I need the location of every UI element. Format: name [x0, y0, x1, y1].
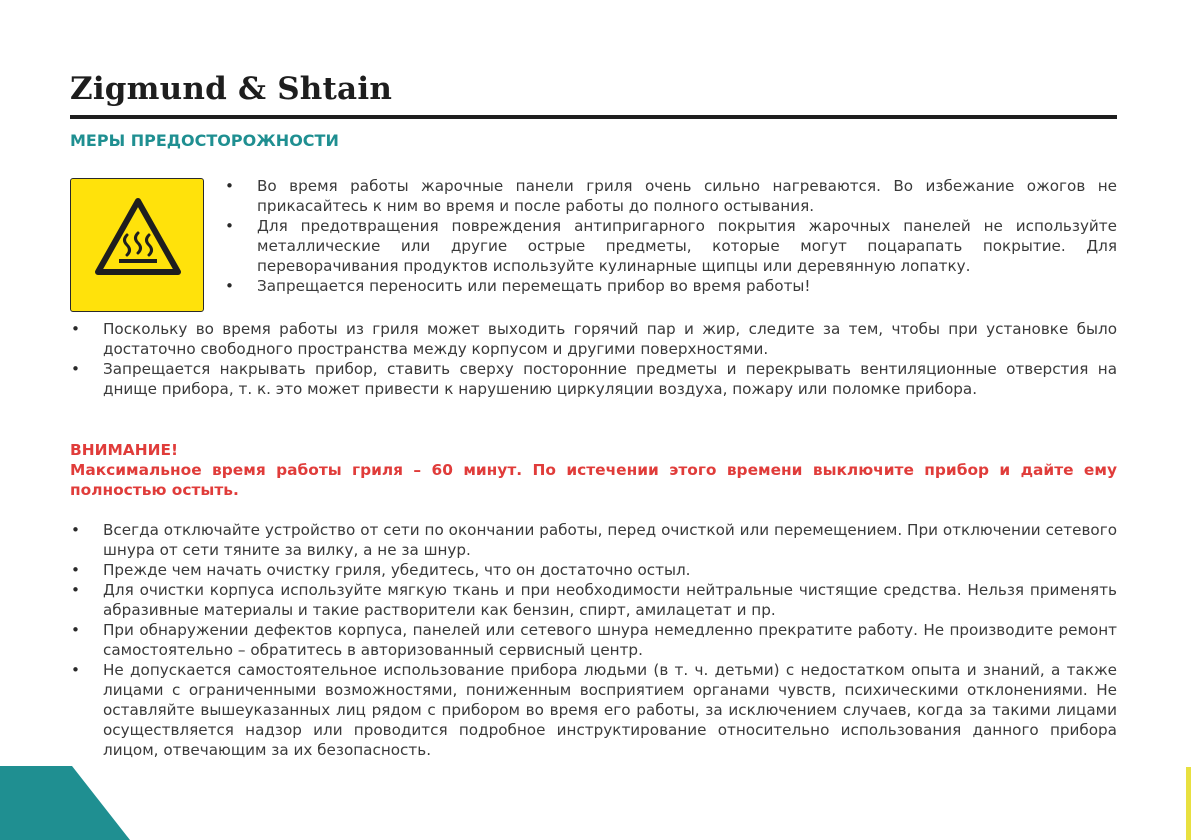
list-item: • Запрещается переносить или перемещать прибор во время работы!	[225, 276, 1117, 296]
list-item: • Запрещается накрывать прибор, ставить сверху посторонние предметы и перекрывать вентиляционные отверстия на днище прибора, т. к. это может привести к нарушению циркуляции воздуха, пожару или поломке прибора.	[71, 359, 1117, 399]
list-item: • Прежде чем начать очистку гриля, убедитесь, что он достаточно остыл.	[71, 560, 1117, 580]
list-item: • Для предотвращения повреждения антипригарного покрытия жарочных панелей не используйте металлические или другие острые предметы, которые могут поцарапать покрытие. Для переворачивания продуктов используйте кулинарные щипцы или деревянную лопатку.	[225, 216, 1117, 276]
brand-logo: Zigmund & Shtain	[70, 71, 393, 107]
attention-heading: ВНИМАНИЕ!	[70, 441, 179, 459]
attention-text: Максимальное время работы гриля – 60 минут. По истечении этого времени выключите прибор и дайте ему полностью остыть.	[70, 461, 1117, 499]
list-item: • Для очистки корпуса используйте мягкую ткань и при необходимости нейтральные чистящие средства. Нельзя применять абразивные материалы и такие растворители как бензин, спирт, амилацетат и пр.	[71, 580, 1117, 620]
hot-surface-warning-icon	[94, 197, 182, 277]
edge-decoration	[1186, 767, 1191, 840]
precautions-list-middle	[71, 319, 1117, 399]
section-title: МЕРЫ ПРЕДОСТОРОЖНОСТИ	[70, 131, 339, 150]
list-item: • Поскольку во время работы из гриля может выходить горячий пар и жир, следите за тем, чтобы при установке было достаточно свободного пространства между корпусом и другими поверхностями.	[71, 319, 1117, 359]
header-divider	[70, 115, 1117, 119]
precautions-list-bottom	[71, 520, 1117, 760]
precautions-list-top	[225, 176, 1117, 296]
list-item: • При обнаружении дефектов корпуса, панелей или сетевого шнура немедленно прекратите работу. Не производите ремонт самостоятельно – обратитесь в авторизованный сервисный центр.	[71, 620, 1117, 660]
attention-block	[70, 440, 1117, 500]
corner-decoration	[0, 766, 130, 840]
list-item: • Всегда отключайте устройство от сети по окончании работы, перед очисткой или перемещением. При отключении сетевого шнура от сети тяните за вилку, а не за шнур.	[71, 520, 1117, 560]
list-item: • Не допускается самостоятельное использование прибора людьми (в т. ч. детьми) с недостатком опыта и знаний, а также лицами с ограниченными возможностями, пониженным восприятием органами чувств, психическими отклонениями. Не оставляйте вышеуказанных лиц рядом с прибором во время его работы, за исключением случаев, когда за такими лицами осуществляется надзор или проводится подробное инструктирование относительно использования данного прибора лицом, отвечающим за их безопасность.	[71, 660, 1117, 760]
list-item: • Во время работы жарочные панели гриля очень сильно нагреваются. Во избежание ожогов не прикасайтесь к ним во время и после работы до полного остывания.	[225, 176, 1117, 216]
hot-surface-warning-sign	[70, 178, 204, 312]
